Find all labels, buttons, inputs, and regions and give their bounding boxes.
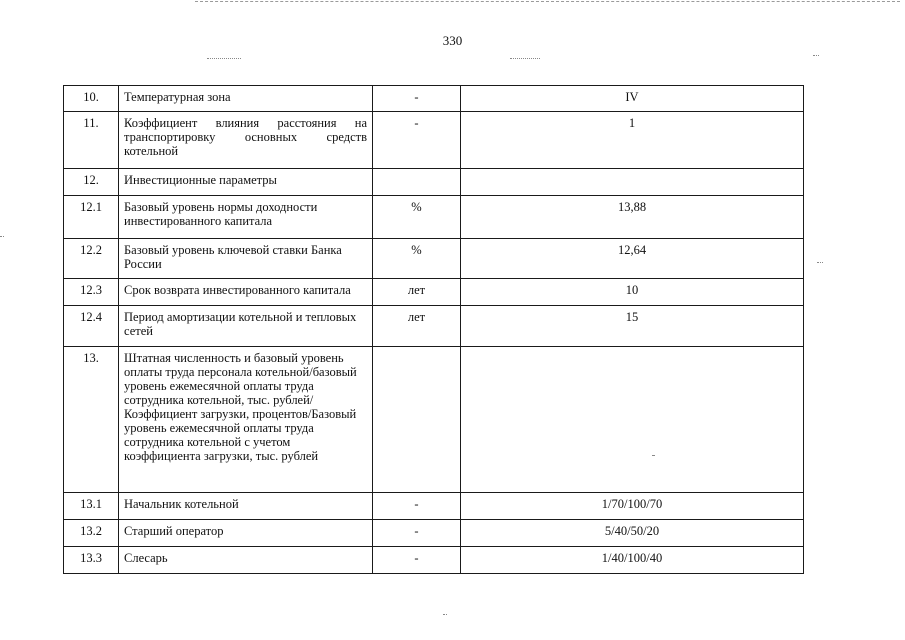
table-row [64,239,804,279]
row-number: 13.1 [64,493,119,520]
value-cell [461,347,804,493]
table-row [64,347,804,493]
parameter-name: Период амортизации котельной и тепловых сетей [119,306,373,347]
parameter-name: Срок возврата инвестированного капитала [119,279,373,306]
value-cell: 1 [461,112,804,169]
parameter-name: Базовый уровень нормы доходности инвестированного капитала [119,196,373,239]
parameter-name: Слесарь [119,547,373,574]
value-cell: 1/70/100/70 [461,493,804,520]
parameter-name: Инвестиционные параметры [119,169,373,196]
row-number: 12.1 [64,196,119,239]
value-cell: 15 [461,306,804,347]
row-number: 11. [64,112,119,169]
table-row [64,279,804,306]
table-row [64,520,804,547]
value-cell: 1/40/100/40 [461,547,804,574]
parameter-name: Коэффициент влияния расстояния на транспортировку основных средств котельной [119,112,373,169]
value-cell: 13,88 [461,196,804,239]
table-row [64,86,804,112]
unit-cell: % [373,196,461,239]
scan-speck [817,262,823,263]
table-row [64,169,804,196]
scan-top-line [195,1,900,2]
unit-cell: - [373,520,461,547]
value-cell: 10 [461,279,804,306]
table-row [64,112,804,169]
parameter-name: Температурная зона [119,86,373,112]
row-number: 10. [64,86,119,112]
value-cell [461,169,804,196]
unit-cell: - [373,493,461,520]
value-cell: IV [461,86,804,112]
table-row [64,306,804,347]
parameter-name: Штатная численность и базовый уровень оплаты труда персонала котельной/базовый уровень ежемесячной оплаты труда сотрудника котельной, тыс. рублей/Коэффициент загрузки, процентов/Базовый уровень ежемесячной оплаты труда сотрудника котельной с учетом коэффициента загрузки, тыс. рублей [119,347,373,493]
table-row [64,547,804,574]
row-number: 12. [64,169,119,196]
parameter-name: Старший оператор [119,520,373,547]
scan-speck [510,58,540,59]
unit-cell [373,169,461,196]
parameters-table [63,85,804,574]
row-number: 13. [64,347,119,493]
unit-cell: лет [373,279,461,306]
value-cell: 5/40/50/20 [461,520,804,547]
unit-cell: % [373,239,461,279]
scan-speck [0,236,4,237]
scan-speck [207,58,241,59]
unit-cell [373,347,461,493]
table-row [64,493,804,520]
table-row [64,196,804,239]
scan-speck [813,55,819,56]
row-number: 13.3 [64,547,119,574]
parameter-name: Начальник котельной [119,493,373,520]
value-cell: 12,64 [461,239,804,279]
parameter-name: Базовый уровень ключевой ставки Банка России [119,239,373,279]
unit-cell: - [373,547,461,574]
row-number: 12.3 [64,279,119,306]
scan-speck [443,614,447,615]
row-number: 12.2 [64,239,119,279]
row-number: 12.4 [64,306,119,347]
unit-cell: лет [373,306,461,347]
unit-cell: - [373,86,461,112]
page-number: 330 [442,33,463,48]
row-number: 13.2 [64,520,119,547]
unit-cell: - [373,112,461,169]
